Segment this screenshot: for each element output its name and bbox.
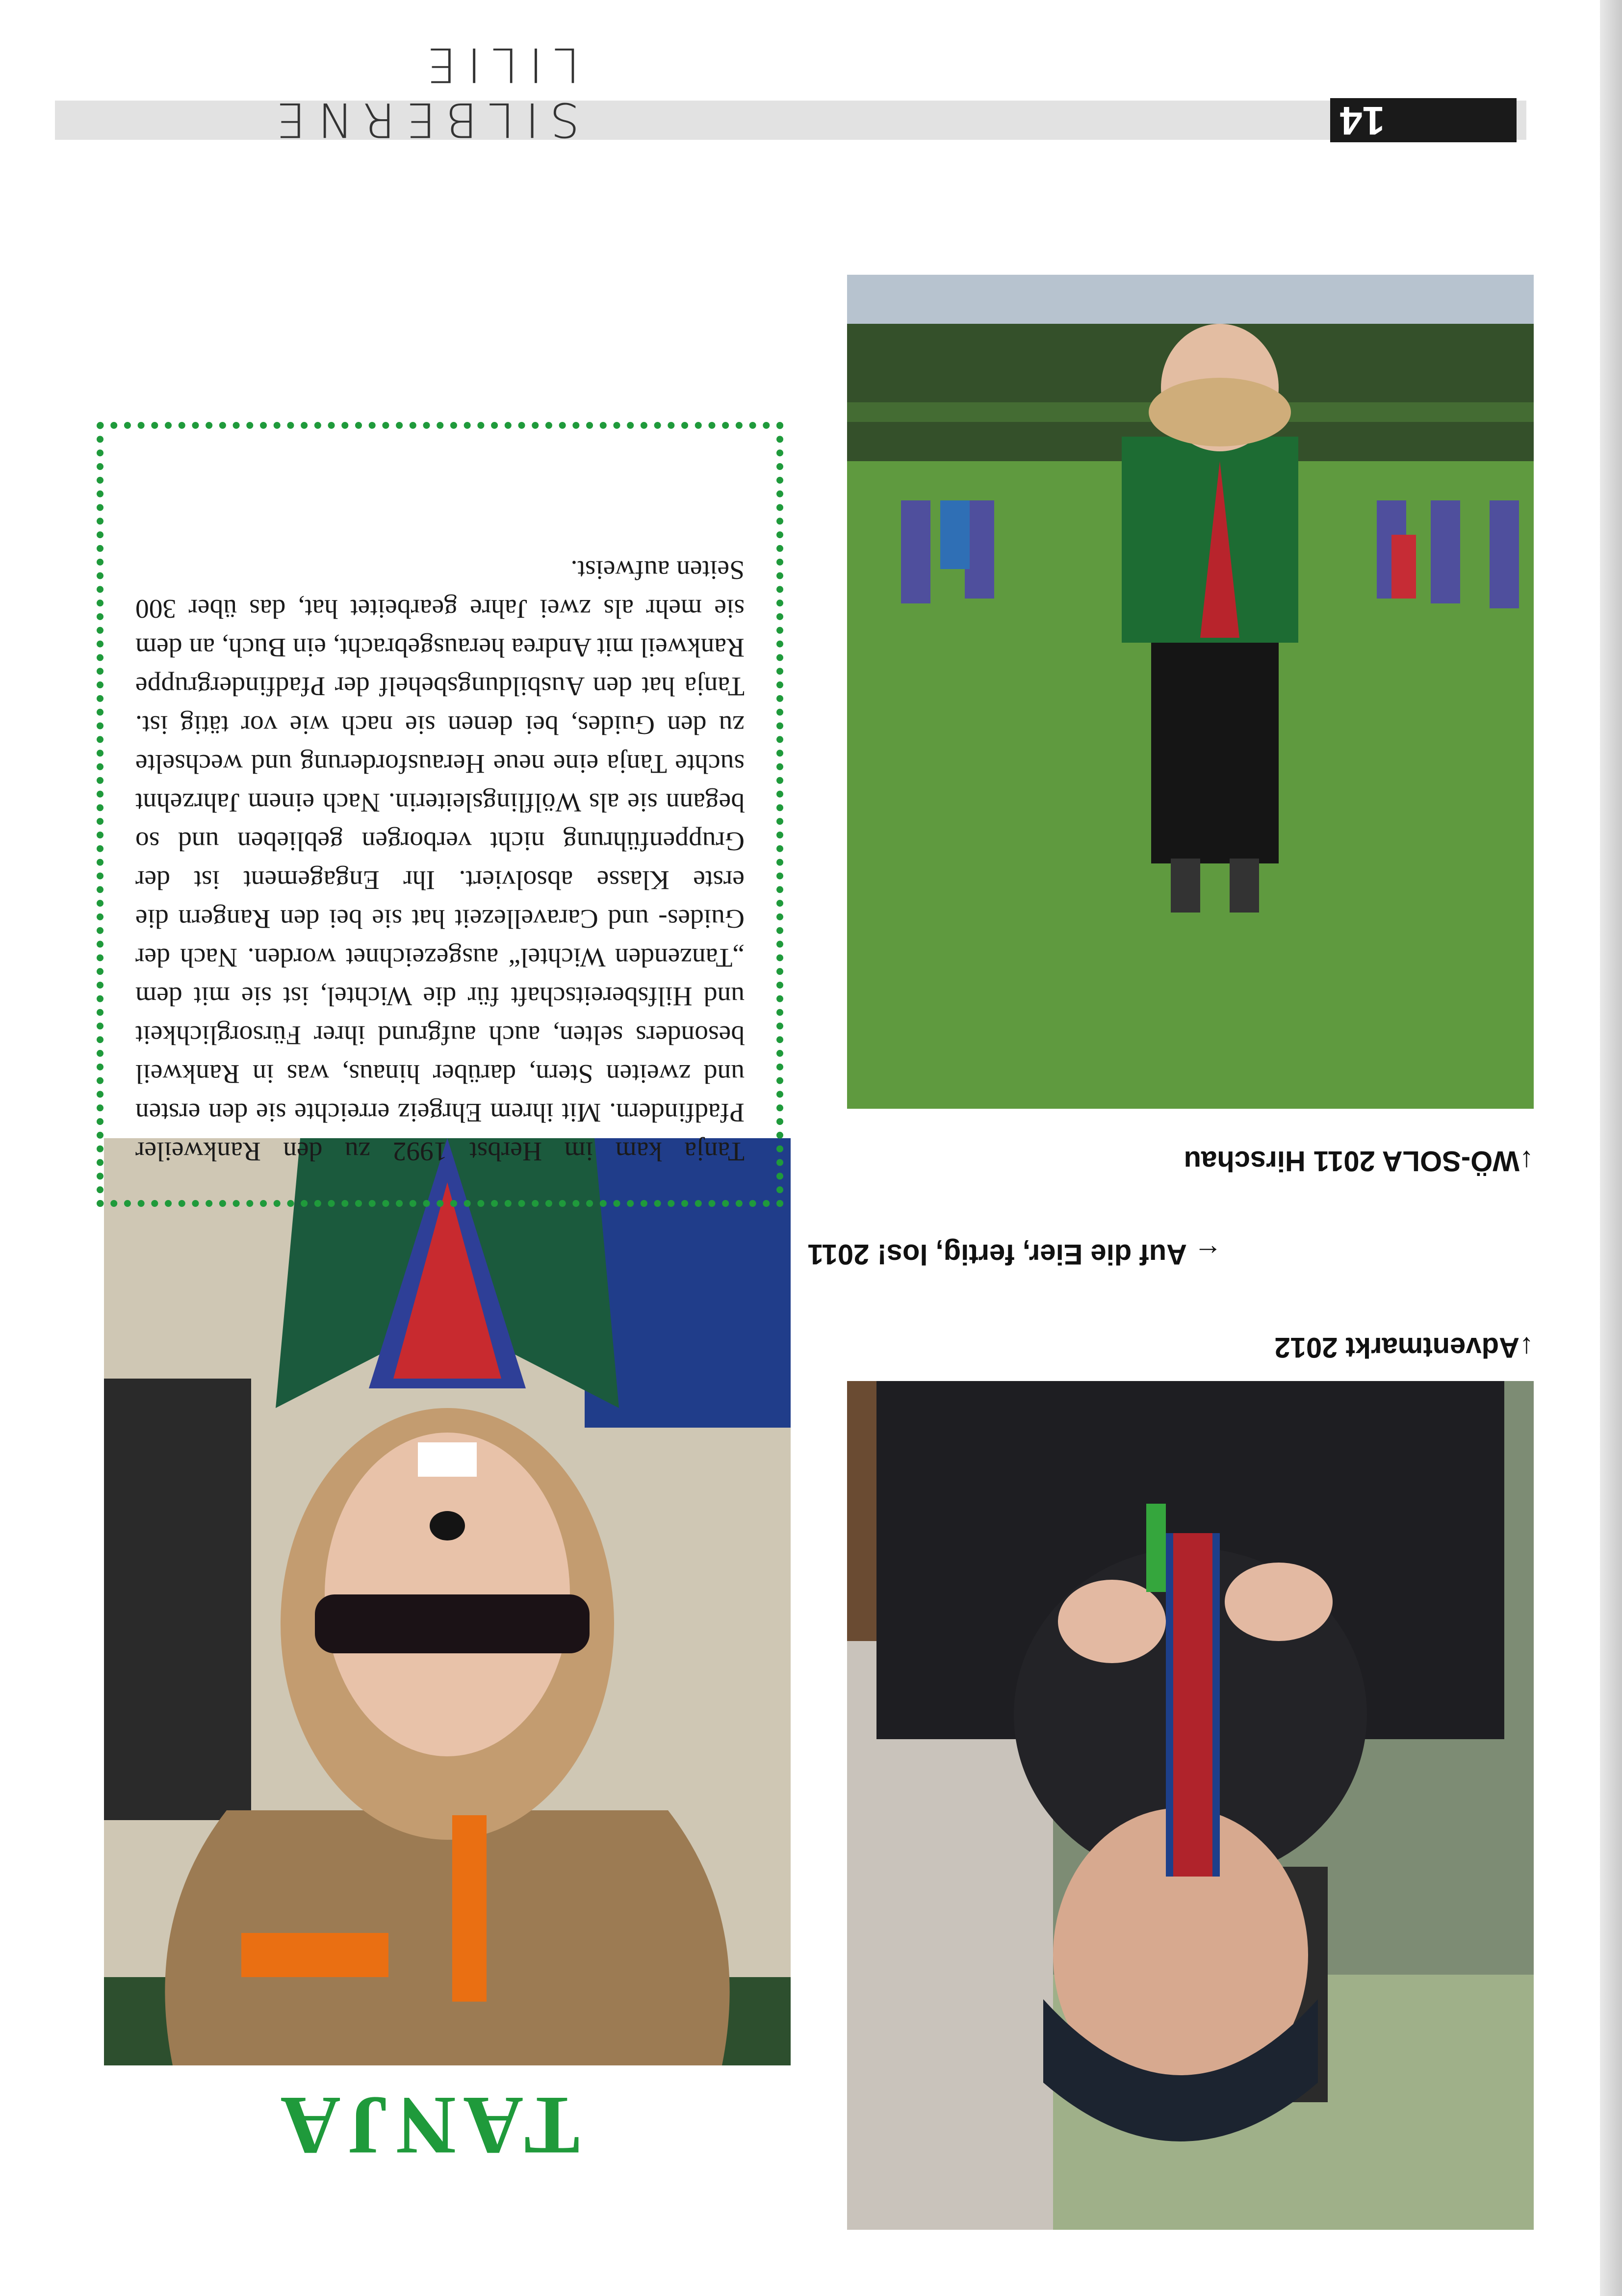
bio-textbox — [97, 422, 783, 1207]
caption-eier: ← Auf die Eier, fertig, los! 2011 — [807, 1238, 1222, 1270]
bio-text: Tanja kam im Herbst 1992 zu den Rankweiler Pfadfindern. Mit ihrem Ehrgeiz erreichte sie den ersten und zweiten Stern, darüber hinaus, was in Rankweil besonders selten, auch aufgrund ihrer Fürsorglichkeit und Hilfsbereitschaft für die Wichtel, ist sie mit dem „Tanzenden Wichtel“ ausgezeichnet worden. Nach der Guides- und Caravellezeit hat sie bei den Rangern die erste Klasse absolviert. Ihr Engagement ist der Gruppenführung nicht verborgen geblieben und so begann sie als Wölflingsleiterin. Nach einem Jahrzehnt suchte Tanja eine neue Herausforderung und wechselte zu den Guides, bei denen sie nach wie vor tätig ist. Tanja hat den Ausbildungsbehelf der Pfadfindergruppe Rankweil mit Andrea herausgebracht, ein Buch, an dem sie mehr als zwei Jahre gearbeitet hat, das über 300 Seiten aufweist. — [135, 555, 745, 1166]
profile-name-title: TANJA — [273, 2080, 580, 2172]
caption-sola: ↓WÖ-SOLA 2011 Hirschau — [1184, 1145, 1534, 1177]
page-number: 14 — [1330, 98, 1517, 142]
photo-wo-sola — [847, 275, 1534, 1109]
page-edge — [1600, 0, 1622, 2296]
section-title: SILBERNE LILIE — [265, 37, 580, 147]
photo-tanja-portrait — [104, 1138, 791, 2065]
photo-adventmarkt — [847, 1381, 1534, 2230]
caption-adventmarkt: ↓Adventmarkt 2012 — [1274, 1331, 1534, 1363]
